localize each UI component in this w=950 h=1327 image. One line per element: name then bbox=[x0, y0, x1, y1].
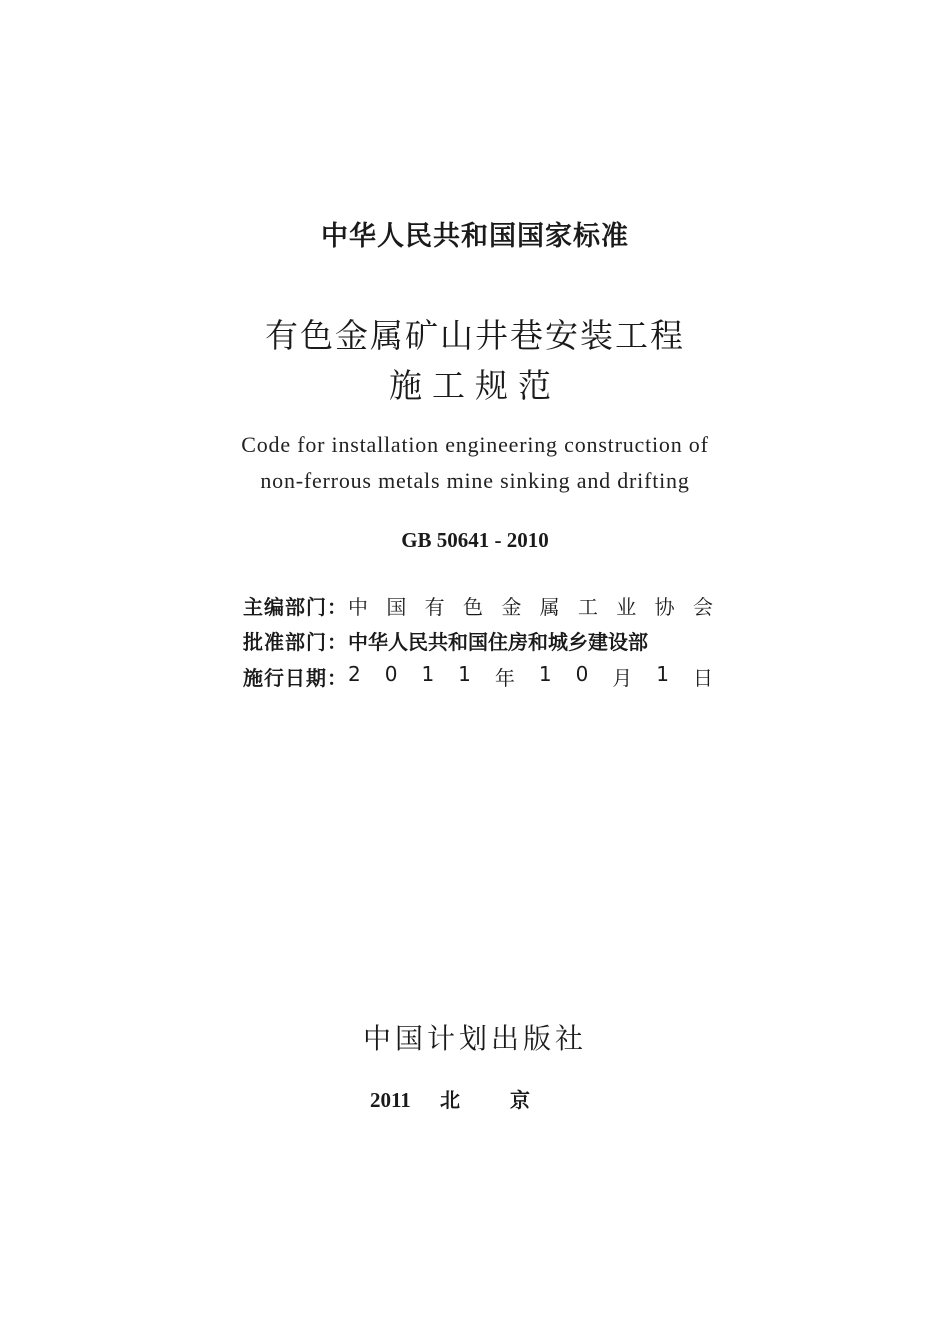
editor-char: 协 bbox=[654, 595, 675, 619]
title-cn-line-2: 施工规范 bbox=[389, 366, 561, 405]
date-char: 1 bbox=[538, 662, 552, 686]
editor-char: 属 bbox=[539, 595, 560, 619]
editor-char: 金 bbox=[501, 595, 522, 619]
editor-char: 色 bbox=[462, 595, 483, 619]
date-char: 0 bbox=[575, 662, 589, 686]
date-char: 1 bbox=[421, 662, 435, 686]
publication-city: 北京 bbox=[440, 1088, 581, 1112]
editor-char: 业 bbox=[616, 595, 637, 619]
date-char: 1 bbox=[458, 662, 471, 686]
editor-char: 工 bbox=[577, 595, 598, 619]
editor-department-row bbox=[243, 591, 713, 620]
title-en-line-2: non-ferrous metals mine sinking and drifting bbox=[260, 468, 690, 493]
effective-date-label: 施行日期： bbox=[243, 666, 348, 690]
approver-department-label: 批准部门： bbox=[243, 630, 348, 654]
editor-department-label: 主编部门： bbox=[243, 595, 348, 619]
effective-date-row bbox=[243, 662, 713, 691]
title-cn-line-1: 有色金属矿山井巷安装工程 bbox=[265, 316, 685, 355]
publication-year: 2011 bbox=[369, 1088, 411, 1112]
approver-department-row bbox=[243, 626, 713, 655]
title-en-line-1: Code for installation engineering construction of bbox=[241, 432, 709, 457]
date-char: 1 bbox=[656, 662, 670, 686]
approver-department-value: 中华人民共和国住房和城乡建设部 bbox=[348, 630, 648, 654]
standard-code: GB 50641 - 2010 bbox=[401, 528, 549, 552]
standard-type-heading: 中华人民共和国国家标准 bbox=[321, 221, 629, 252]
editor-char: 有 bbox=[424, 595, 445, 619]
editor-char: 国 bbox=[386, 595, 407, 619]
date-char: 0 bbox=[384, 662, 398, 686]
editor-department-value bbox=[348, 591, 713, 620]
publication-place bbox=[0, 1084, 950, 1113]
date-char: 月 bbox=[612, 666, 633, 690]
effective-date-value bbox=[348, 662, 713, 691]
publisher-name: 中国计划出版社 bbox=[362, 1022, 587, 1055]
date-char: 2 bbox=[348, 662, 361, 686]
date-char: 年 bbox=[494, 666, 515, 690]
editor-char: 会 bbox=[692, 595, 713, 619]
date-char: 日 bbox=[693, 666, 713, 690]
editor-char: 中 bbox=[348, 595, 368, 619]
